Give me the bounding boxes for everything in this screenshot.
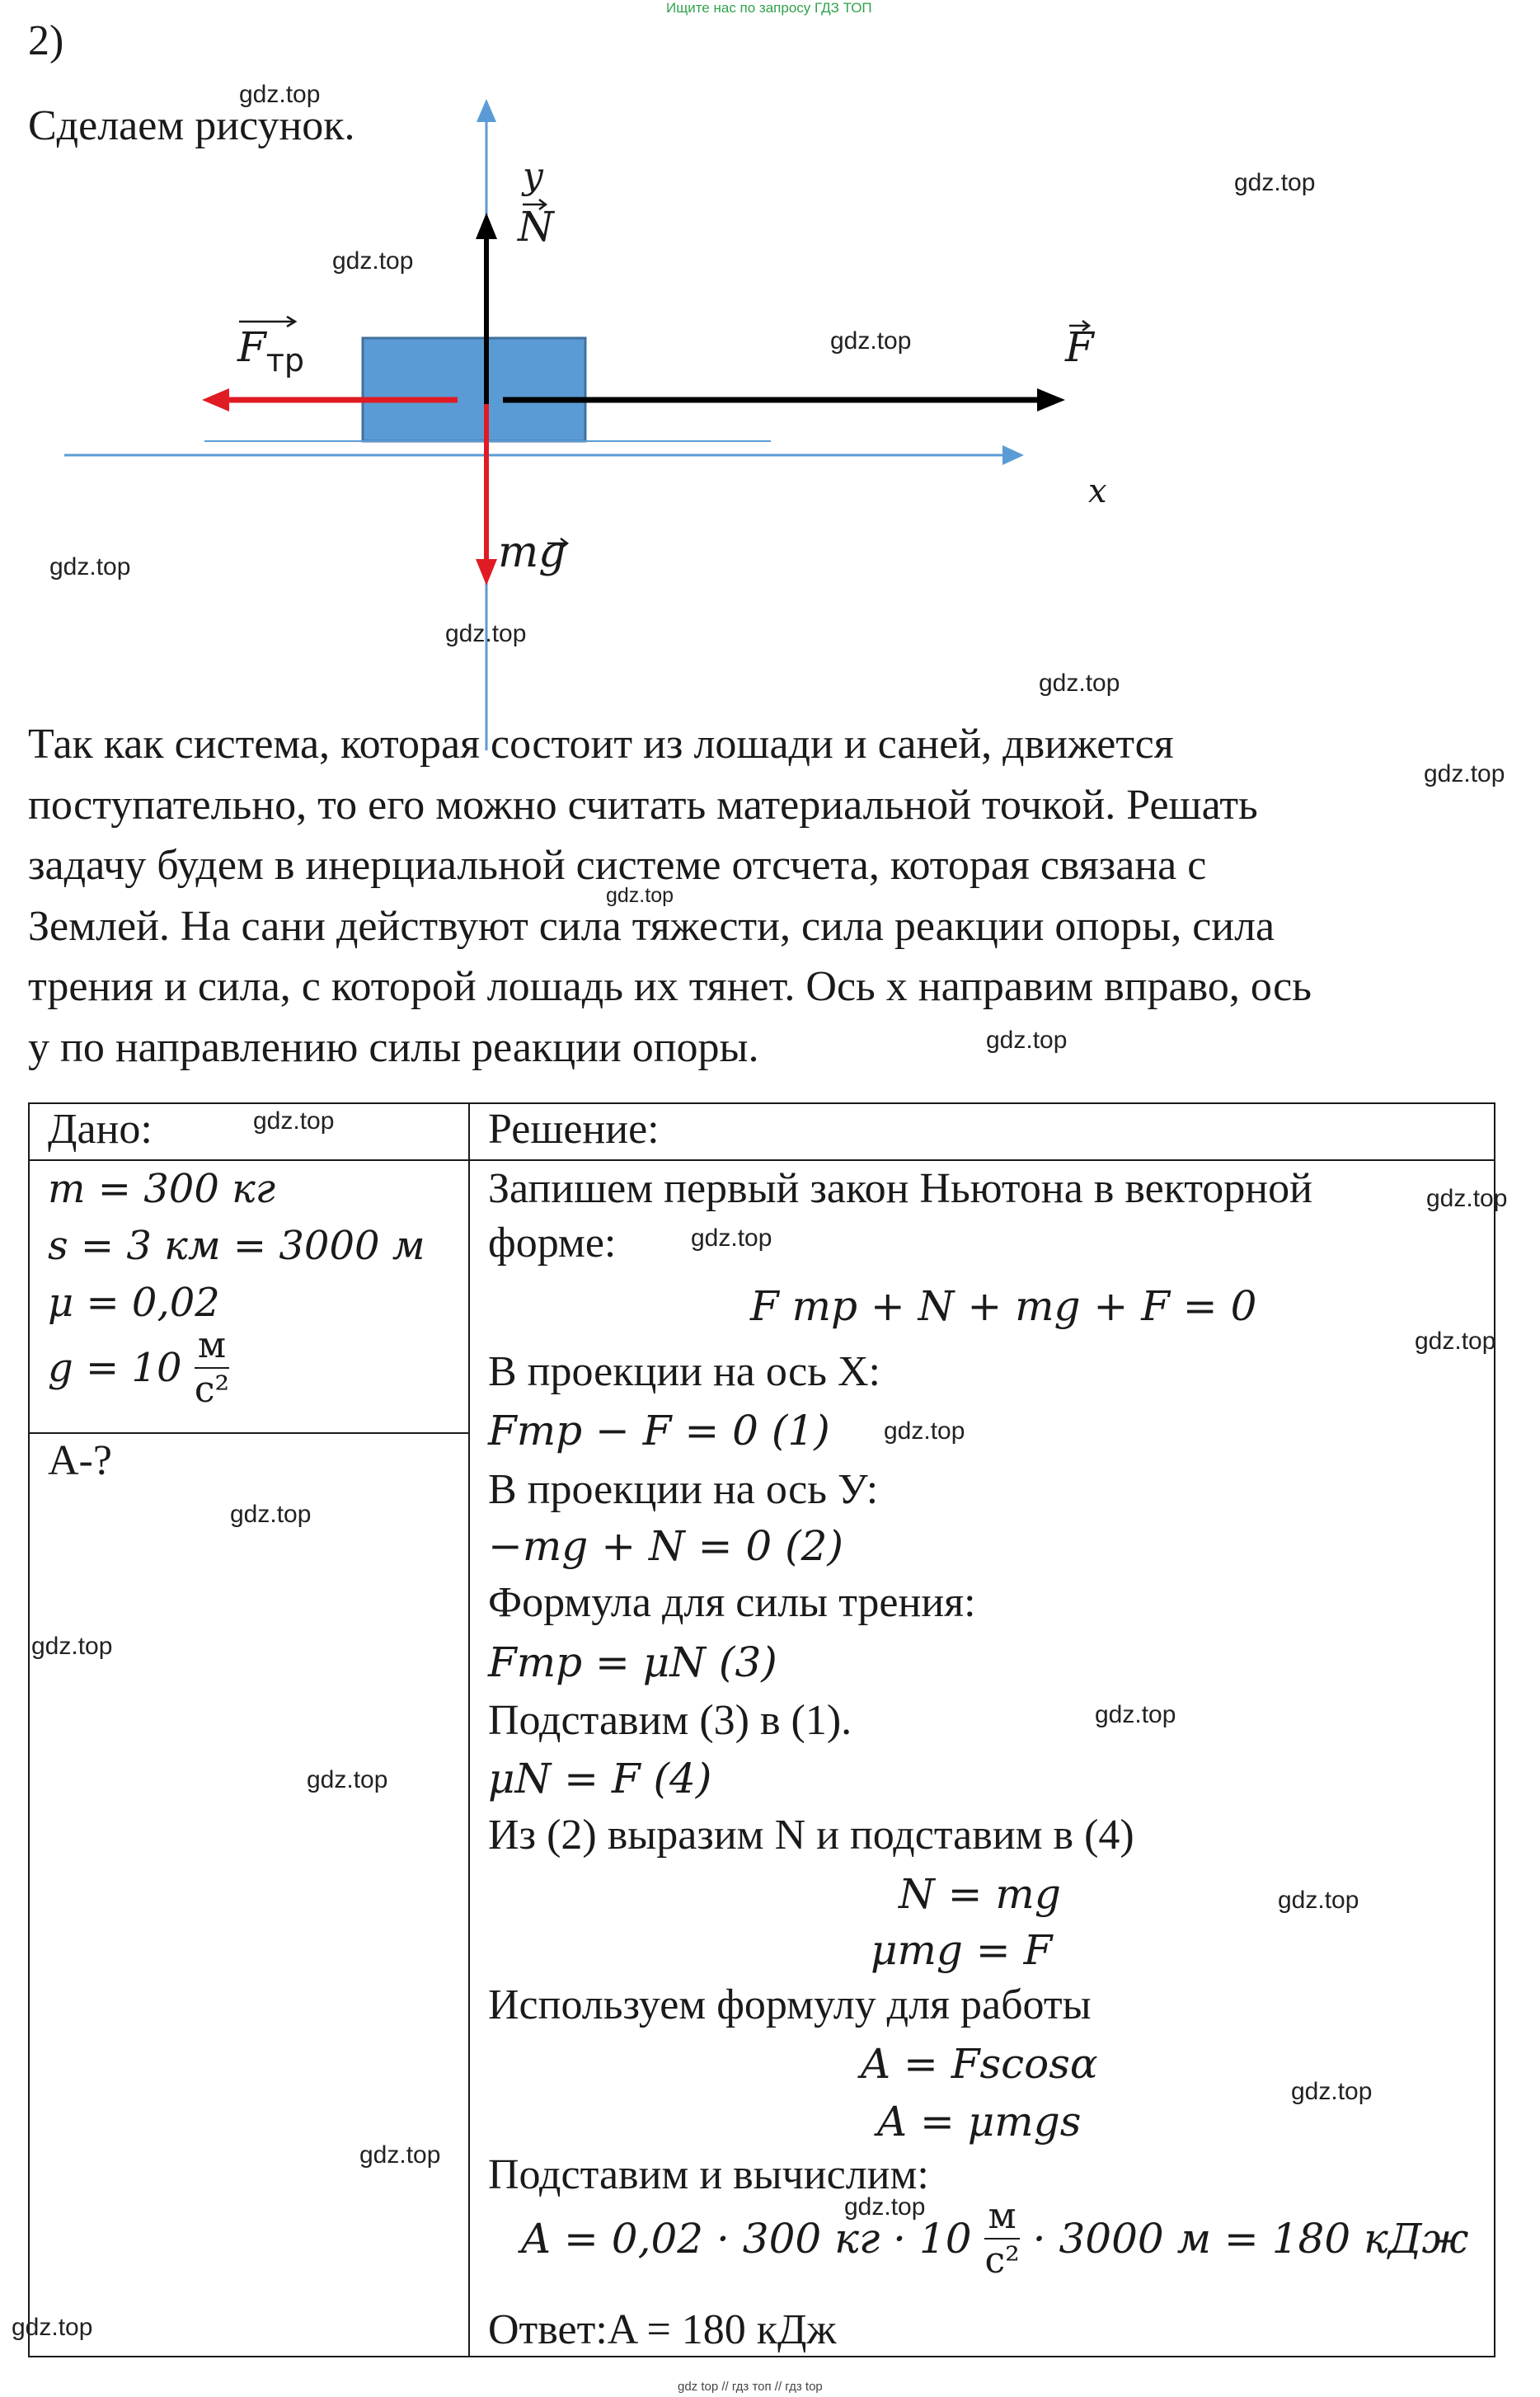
equation-2: −mg + N = 0 (2) [488,1522,843,1570]
watermark: gdz.top [986,1027,1068,1054]
watermark: gdz.top [1415,1328,1496,1355]
equation-5: N = mg [899,1870,1061,1918]
watermark: gdz.top [830,327,912,355]
watermark: gdz.top [606,884,674,907]
watermark: gdz.top [49,553,131,580]
solution-line-9: Подставим и вычислим: [488,2151,929,2198]
equation-6: μmg = F [871,1926,1053,1974]
watermark: gdz.top [359,2141,441,2169]
solution-line-2: форме: [488,1220,617,1267]
problem-number: 2) [28,17,64,64]
label-x-axis: x [1088,472,1107,510]
y-axis-arrowhead [477,99,496,122]
watermark: gdz.top [1095,1701,1176,1728]
watermark: gdz.top [307,1766,388,1793]
equation-8: A = μmgs [877,2098,1082,2146]
watermark: gdz.top [1039,670,1120,697]
table-column-divider [468,1102,470,2357]
given-mass: m = 300 кг [48,1166,276,1212]
watermark: gdz.top [844,2193,926,2221]
watermark: gdz.top [1424,760,1505,787]
solution-line-4: В проекции на ось У: [488,1466,879,1513]
watermark: gdz.top [691,1224,772,1252]
solution-line-5: Формула для силы трения: [488,1579,976,1626]
given-gravity: g = 10 $\frac{м}{\text{с²}}$ [48,1324,230,1411]
solution-header: Решение: [488,1106,660,1153]
explanation-paragraph: Так как система, которая состоит из лошади и саней, движется поступательно, то его можно считать материальной точкой. Решать задачу будем в инерциальной системе отсчета, которая связана с Землей. На сани действуют сила тяжести, сила реакции опоры, сила трения и сила, с которой лошадь их тянет. Ось x направим вправо, ось y по направлению силы реакции опоры. [28,721,1312,1071]
intro-text: Сделаем рисунок. [28,102,355,149]
footer-link[interactable]: gdz top // гдз топ // гдз top [678,2380,823,2394]
given-find-divider [28,1432,468,1434]
force-diagram [0,91,1105,767]
vector-equation: F тр + N + mg + F = 0 [750,1282,1257,1330]
solution-line-7: Из (2) выразим N и подставим в (4) [488,1812,1134,1859]
watermark: gdz.top [1291,2078,1373,2105]
x-axis-arrowhead [1002,445,1024,465]
watermark: gdz.top [1234,169,1316,196]
watermark: gdz.top [31,1633,113,1660]
top-search-link[interactable]: Ищите нас по запросу ГДЗ ТОП [666,0,872,16]
given-header: Дано: [48,1106,153,1153]
label-gravity-force: mg [498,528,566,577]
solution-line-1: Запишем первый закон Ньютона в векторной [488,1165,1312,1212]
watermark: gdz.top [445,620,527,647]
equation-4: μN = F (4) [488,1755,712,1802]
equation-3: Fтр = μN (3) [488,1638,777,1686]
solution-line-8: Используем формулу для работы [488,1981,1092,2028]
find-work: A-? [48,1437,112,1484]
watermark: gdz.top [239,81,321,108]
label-friction-force: $F_{тр}$ [237,323,304,378]
watermark: gdz.top [332,247,414,275]
label-normal-force: N [518,203,554,251]
solution-line-3: В проекции на ось X: [488,1348,880,1395]
table-header-divider [28,1159,1495,1161]
calculation: A = 0,02 · 300 кг · 10 $\frac{м}{\text{с²}}$ · 3000 м = 180 кДж [521,2195,1469,2282]
watermark: gdz.top [1426,1185,1508,1212]
watermark: gdz.top [1278,1887,1359,1914]
watermark: gdz.top [253,1107,335,1135]
given-distance: s = 3 км = 3000 м [48,1223,425,1269]
watermark: gdz.top [12,2314,93,2341]
watermark: gdz.top [884,1417,965,1445]
answer: Ответ:A = 180 кДж [488,2306,837,2353]
equation-7: A = Fscosα [861,2040,1098,2088]
label-pulling-force: F [1065,323,1094,371]
equation-1: Fтр − F = 0 (1) [488,1407,830,1455]
watermark: gdz.top [230,1501,312,1528]
sled-block [363,338,585,441]
solution-line-6: Подставим (3) в (1). [488,1697,852,1744]
given-friction-coefficient: μ = 0,02 [48,1280,220,1326]
label-y-axis: y [523,155,543,197]
